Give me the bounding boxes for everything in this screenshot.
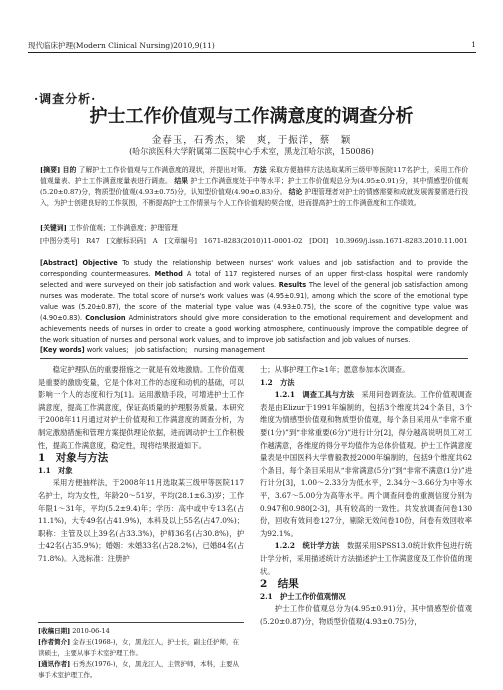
- conclusion-text: 护理管理者对护士的情感需要和成就发展需要需进行投入，为护士创建良好的工作氛围，不断提高护士工作情景与个人工作价值观的契合度，进而提高护士的工作满意度和工作绩效。: [40, 188, 468, 207]
- section-1-2-heading: 1.2 方法: [260, 377, 295, 387]
- section-1-2-2-heading: 1.2.2 统计学方法: [274, 541, 340, 551]
- author-label: [作者简介]: [38, 638, 71, 646]
- abstract-rule: [40, 358, 468, 359]
- journal-name: 现代临床护理(Modern Clinical Nursing)2010,9(11): [28, 41, 215, 50]
- keywords-en-text: work values; job satisfaction; nursing management: [86, 346, 265, 354]
- keywords-label: [关键词]: [40, 224, 67, 232]
- objective-label: 目的: [62, 166, 77, 174]
- keywords-chinese: [40, 223, 468, 234]
- results-label: 结果: [174, 177, 189, 185]
- section-2-1-paragraph: 护士工作价值观总分为(4.95±0.91)分，其中情感型价值观(5.20±0.87)分，物质型价值观(4.93±0.75)分，: [260, 604, 472, 626]
- footnotes: [38, 622, 244, 681]
- keywords-english: [40, 344, 468, 354]
- header-rule: [28, 52, 476, 53]
- right-column: [260, 364, 472, 628]
- abstract-english: [40, 258, 468, 346]
- page-number: 1: [471, 40, 476, 49]
- keywords-text: 工作价值观；工作满意度；护理管理: [69, 224, 178, 232]
- conclusion-en-label: Conclusion: [85, 314, 126, 322]
- abstract-chinese: [40, 165, 468, 209]
- section-2-heading: 2 结果: [260, 578, 299, 591]
- corresponding-label: [通讯作者]: [38, 660, 71, 668]
- author-bio: 金春玉(1968-)，女，黑龙江人，护士长，副主任护师，在读硕士，主要从事手术室护理工作。: [38, 638, 240, 657]
- section-1-1-heading: 1.1 对象: [38, 465, 73, 475]
- section-2-1-heading: 2.1 护士工作价值观情况: [260, 591, 346, 601]
- running-head: [28, 40, 476, 51]
- authors: 金春玉，石秀杰，梁 爽，于振洋，蔡 颖: [151, 135, 352, 146]
- section-label: ·调查分析·: [34, 92, 97, 106]
- section-1-2-1-text: 采用问卷调查法。工作价值观调查表是由Elizur于1991年编制的，包括3个维度共24个条目，3个维度为情感型价值观和物质型价值观，每个条目采用从“非常不重要(1分)”到“非常重要(6分)”进行计分[2]，得分越高说明员工对工作越满意，各维度的得分平均值作为总体价值观。护士工作满意度量表是中国医科大学曹毅教授2000年编制的，包括9个维度共62个条目，每个条目采用从“非常满意(5分)”到“非常不满意(1分)”进行计分[3]，1.00～2.33分为低水平，2.34分～3.66分为中等水平，3.67～5.00分为高等水平。两个调查问卷的重测信度分别为0.947和0.980[2-3]，具有较高的一致性。共发放调查问卷130份，回收有效问卷127分，剔除无效问卷10份，问卷有效回收率为92.1%。: [260, 390, 473, 538]
- keywords-en-label: [Key words]: [40, 346, 85, 354]
- received-note: [38, 626, 244, 637]
- article-title: 护士工作价值观与工作满意度的调查分析: [89, 106, 414, 127]
- results-text: 护士工作满意度处于中等水平；护士工作价值观总分为(4.95±0.91)分，其中情感型价值观(5.20±0.87)分，物质型价值观(4.93±0.75)分，认知型价值观(4.90±0.83)分。: [40, 177, 468, 196]
- left-column: [38, 364, 244, 566]
- conclusion-en-text: Administrators should give more consideration to the emotional requirement and development and achievements needs of nurses in order to create a good working atmosphere, continuously improve the compatible degree of the work situation of nurses and personal work values, and to improve job satisfaction and job values of nurses.: [40, 314, 468, 344]
- classification-line: [中图分类号] R47 [文献标识码] A [文章编号] 1671-8283(2010)11-0001-02 [DOI] 10.3969/j.issn.1671-8283.2010.11.001: [40, 237, 468, 245]
- results-en-label: Results: [278, 281, 307, 289]
- method-en-text: A total of 117 registered nurses of an upper first-class hospital were randomly selected and were surveyed on their job satisfaction and work values.: [40, 270, 468, 289]
- received-label: [收稿日期]: [38, 627, 71, 635]
- section-1-2-2-text: 数据采用SPSS13.0统计软件包进行统计学分析，采用描述统计方法描述护士工作满意度及工作价值的现状。: [260, 541, 473, 576]
- abstract-en-label: [Abstract]: [40, 259, 78, 267]
- conclusion-label: 结论: [288, 188, 303, 196]
- method-text: 采取方便抽样方法选取某所三级甲等医院117名护士，采用工作价值观量表、护士工作满意度量表进行调查。: [40, 166, 469, 185]
- abstract-label: [摘要]: [40, 166, 61, 174]
- results-en-text: The level of the general job satisfaction among nurses was moderate. The total score of nurse's work values was (4.95±0.91), among which the score of the emotional type value was (5.20±0.87), the score of the material type value was (4.93±0.75), the score of the cognitive type value was (4.90±0.83).: [40, 281, 468, 322]
- author-note: [38, 637, 244, 659]
- continued-paragraph: 士；从事护理工作≥1年；愿意参加本次调查。: [260, 365, 410, 374]
- method-en-label: Method: [154, 270, 183, 278]
- objective-text: 了解护士工作价值观与工作满意度的现状，并提出对策。: [78, 166, 251, 174]
- objective-en-label: Objective: [82, 259, 118, 267]
- intro-paragraph: 稳定护理队伍的重要措施之一就是有效地激励。工作价值观是重要的激励变量，它是个体对工作的态度和动机的基础，可以影响一个人的态度和行为[1]。运用激励手段，可增进护士工作满意度，提高工作满意度，保证高质量的护理服务质量。本研究于2008年11月通过对护士价值观和工作满意度的调查分析，为制定激励措施和管理方案提供理论依据，进而调动护士工作积极性，提高工作满意度，稳定性，现将结果报道如下。: [38, 365, 244, 450]
- section-1-2-2-paragraph: [260, 540, 472, 578]
- received-date: 2010-06-14: [72, 627, 110, 635]
- section-1-2-1-heading: 1.2.1 调查工具与方法: [274, 390, 355, 400]
- method-label: 方法: [253, 166, 267, 174]
- section-1-2-1-paragraph: [260, 389, 472, 540]
- corresponding-bio: 石秀杰(1976-)，女，黑龙江人，主管护师，本科，主要从事手术室护理工作。: [38, 660, 240, 679]
- objective-en-text: To study the relationship between nurses' work values and job satisfaction and to provide the corresponding countermeasures.: [40, 259, 468, 278]
- section-1-1-paragraph: 采用方便抽样法，于2008年11月选取某三级甲等医院117名护士，均为女性，年龄20～51岁，平均(28.1±6.3)岁；工作年限1～31年，平均(5.2±9.4)年；学历：高中或中专13名(占11.1%)，大专49名(占41.9%)，本科及以上55名(占47.0%)；职称：主管及以上39名(占33.3%)，护师36名(占30.8%)，护士42名(占35.9%)；婚姻：未婚33名(占28.2%)，已婚84名(占71.8%)。入选标准：注册护: [38, 478, 244, 563]
- section-1-heading: 1 对象与方法: [38, 452, 109, 465]
- affiliation: (哈尔滨医科大学附属第二医院中心手术室，黑龙江哈尔滨，150086): [129, 147, 374, 156]
- corresponding-note: [38, 659, 244, 681]
